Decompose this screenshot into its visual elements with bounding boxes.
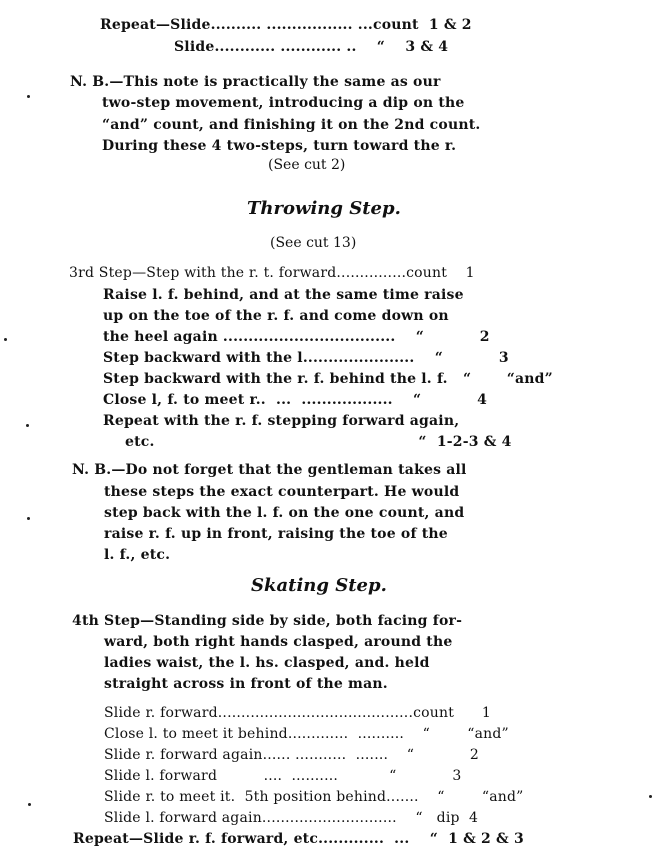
throwing-line-2: Raise l. f. behind, and at the same time raise [103, 287, 464, 303]
skating-row-1: Slide r. forward..........................................count 1 [104, 705, 492, 721]
throwing-line-6: Step backward with the r. f. behind the l. f. “ “and” [103, 371, 553, 387]
skating-line-2: ward, both right hands clasped, around the [104, 634, 453, 650]
skating-row-7: Repeat—Slide r. f. forward, etc............. ... “ 1 & 2 & 3 [73, 831, 524, 847]
skating-row-4: Slide l. forward .... .......... “ 3 [104, 768, 462, 784]
throwing-line-3: up on the toe of the r. f. and come down on [103, 308, 449, 324]
skating-line-1: 4th Step—Standing side by side, both facing for- [72, 613, 463, 629]
note-2-line-2: these steps the exact counterpart. He would [104, 484, 460, 500]
skating-line-4: straight across in front of the man. [104, 676, 388, 692]
note-1-line-3: “and” count, and finishing it on the 2nd count. [102, 117, 481, 133]
repeat-slide-line: Repeat—Slide.......... ................. ...count 1 & 2 [100, 17, 472, 33]
skating-line-3: ladies waist, the l. hs. clasped, and. held [104, 655, 430, 671]
note-1-line-4: During these 4 two-steps, turn toward the r. [102, 138, 457, 154]
note-1-see-cut: (See cut 2) [268, 157, 346, 173]
throwing-line-8: Repeat with the r. f. stepping forward again, [103, 413, 460, 429]
scan-speck [27, 95, 30, 98]
skating-step-heading: Skating Step. [251, 575, 387, 596]
note-2-line-4: raise r. f. up in front, raising the toe of the [104, 526, 448, 542]
throwing-see-cut: (See cut 13) [270, 235, 357, 251]
note-1-line-2: two-step movement, introducing a dip on the [102, 95, 465, 111]
note-2-line-5: l. f., etc. [104, 547, 171, 563]
slide-line: Slide............ ............ .. “ 3 & 4 [174, 39, 449, 55]
scan-speck [4, 338, 7, 341]
note-1-line-1: N. B.—This note is practically the same as our [70, 74, 441, 90]
skating-row-2: Close l. to meet it behind............. .......... “ “and” [104, 726, 509, 742]
throwing-line-9: etc. “ 1-2-3 & 4 [125, 434, 512, 450]
skating-row-6: Slide l. forward again............................. “ dip 4 [104, 810, 479, 826]
note-2-line-3: step back with the l. f. on the one count, and [104, 505, 465, 521]
throwing-line-1: 3rd Step—Step with the r. t. forward...............count 1 [69, 265, 475, 281]
scan-speck [27, 517, 30, 520]
skating-row-5: Slide r. to meet it. 5th position behind....... “ “and” [104, 789, 524, 805]
throwing-line-7: Close l, f. to meet r.. ... .................. “ 4 [103, 392, 488, 408]
skating-row-3: Slide r. forward again...... ........... ....... “ 2 [104, 747, 480, 763]
scan-speck [28, 803, 31, 806]
scan-speck [26, 424, 29, 427]
note-2-line-1: N. B.—Do not forget that the gentleman takes all [72, 462, 467, 478]
throwing-line-5: Step backward with the l...................... “ 3 [103, 350, 509, 366]
throwing-line-4: the heel again .................................. “ 2 [103, 329, 490, 345]
throwing-step-heading: Throwing Step. [247, 198, 401, 219]
scan-speck [649, 795, 652, 798]
